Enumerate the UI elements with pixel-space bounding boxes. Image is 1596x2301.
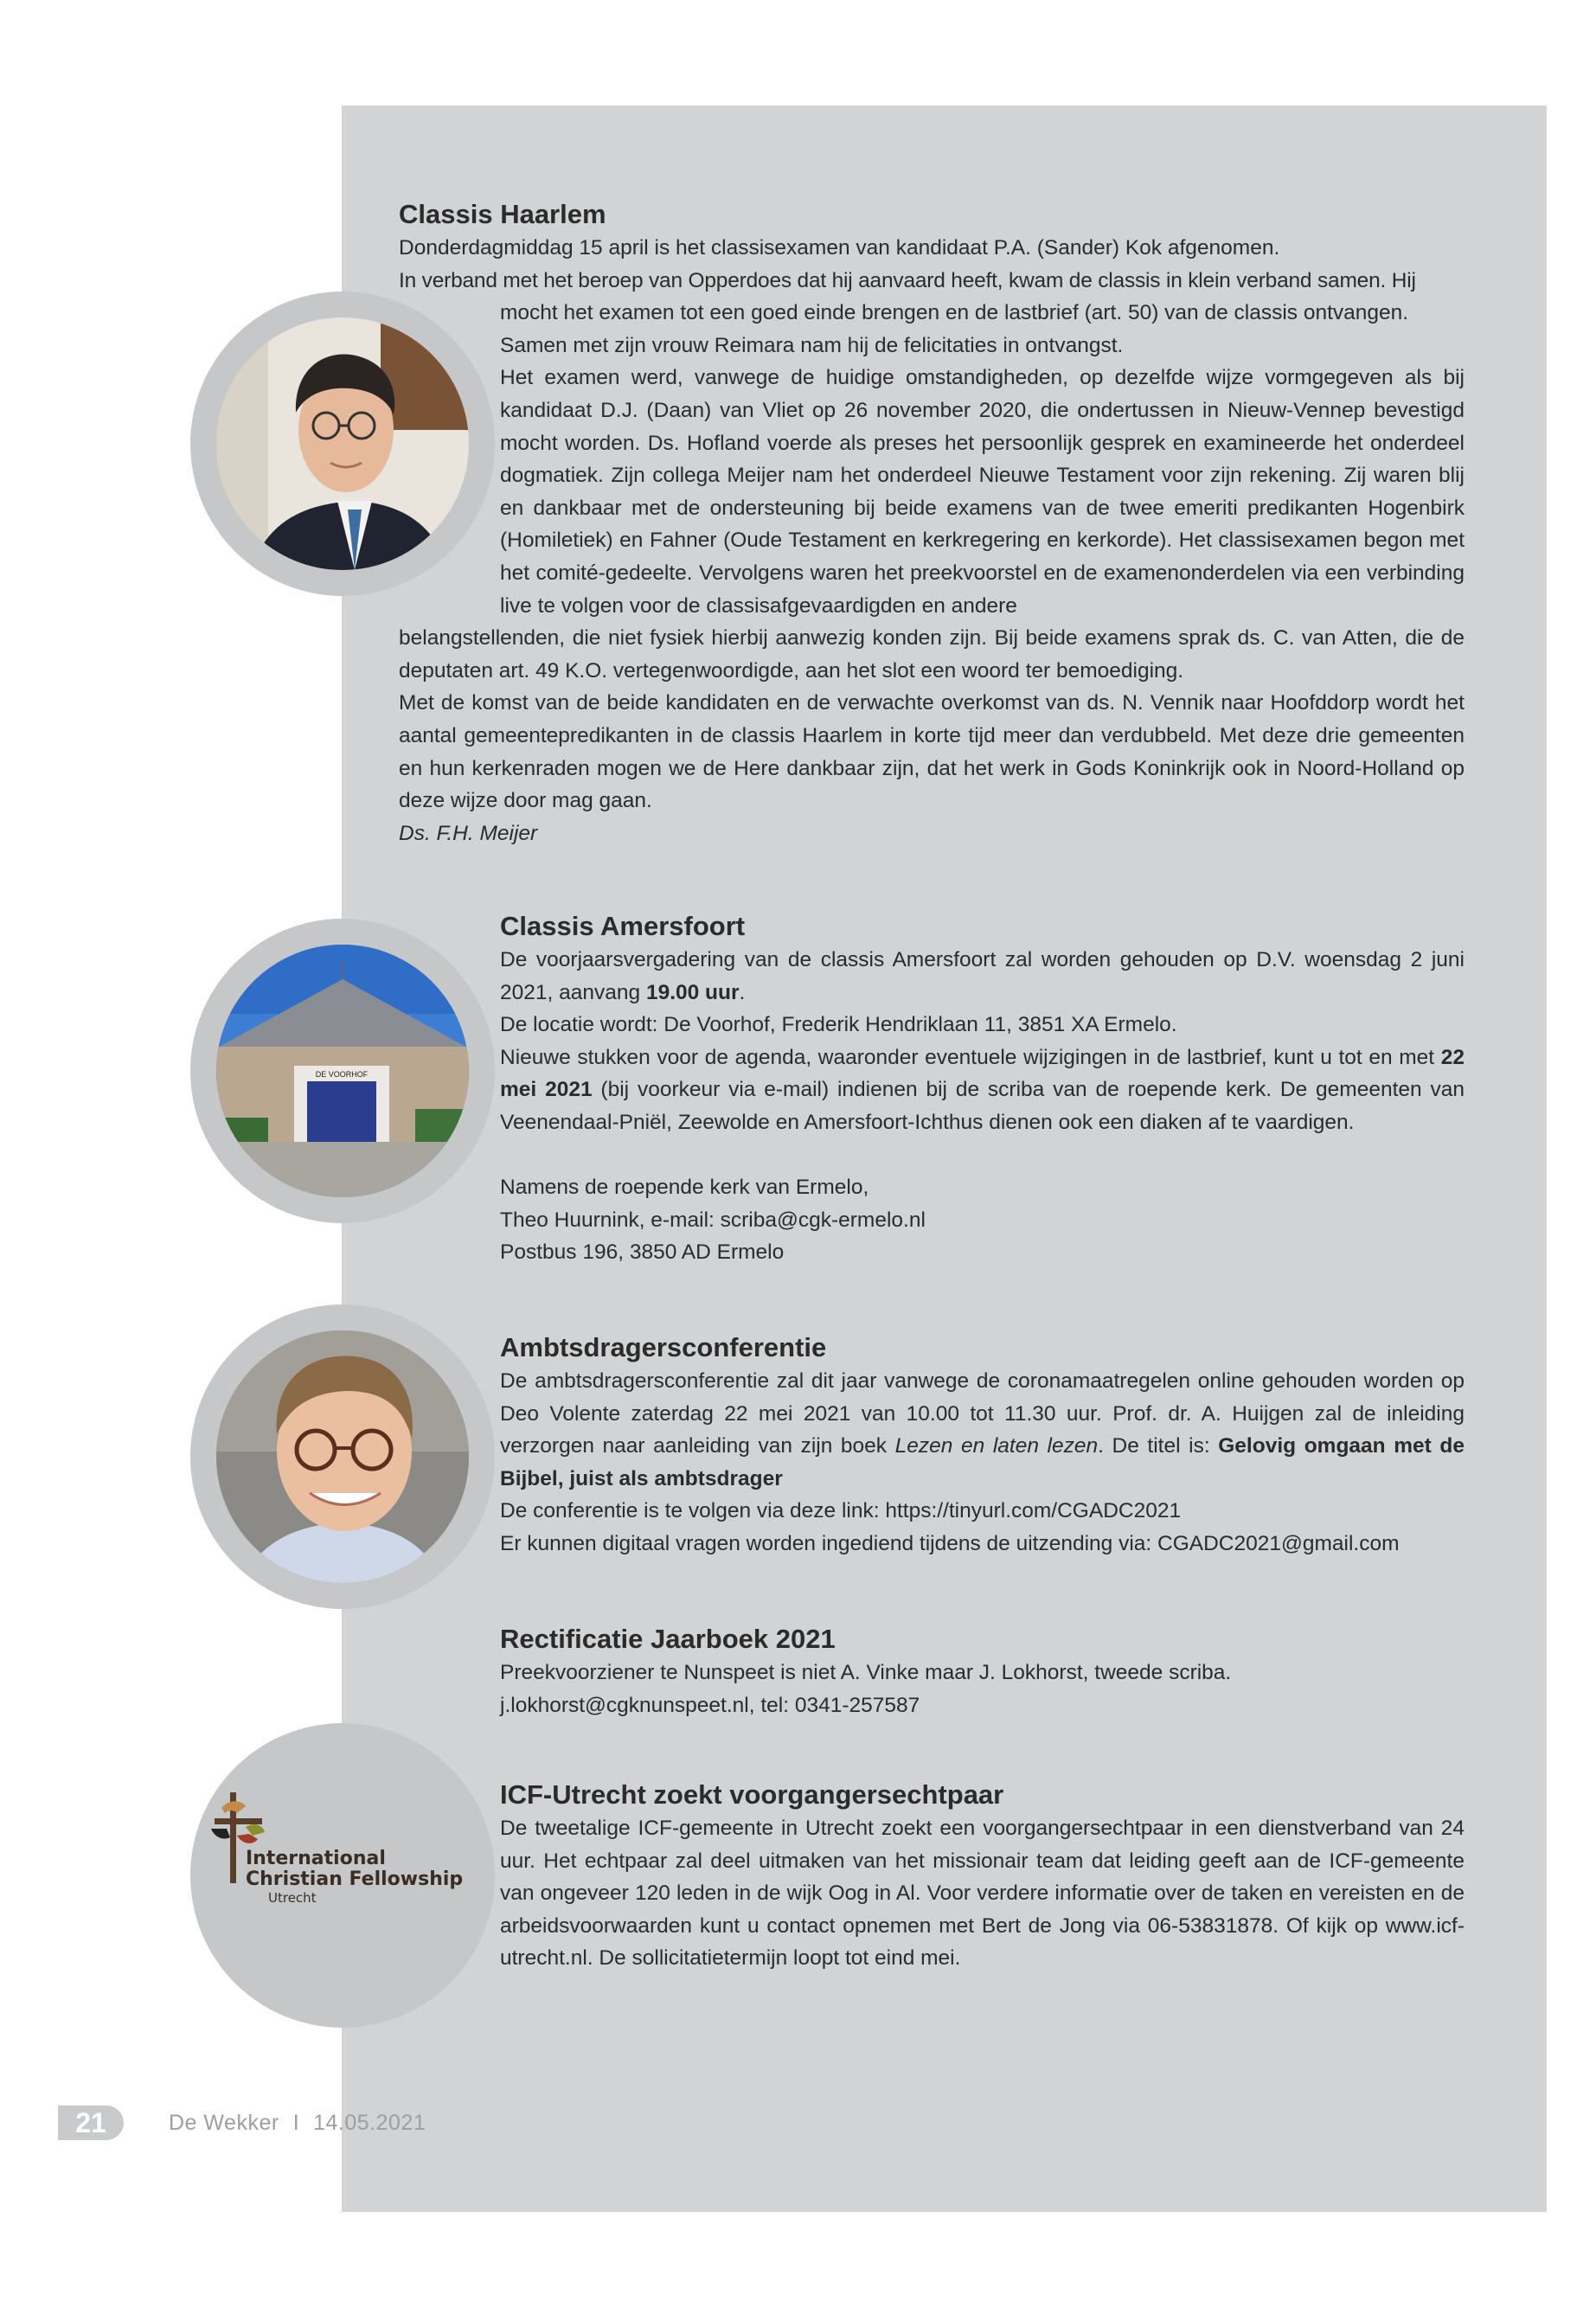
page-number: 21 bbox=[58, 2106, 124, 2140]
article-classis-amersfoort bbox=[500, 909, 1465, 1269]
amersfoort-signature-2: Theo Huurnink, e-mail: scriba@cgk-ermelo.nl bbox=[500, 1208, 926, 1232]
amersfoort-paragraph-2: De locatie wordt: De Voorhof, Frederik Hendriklaan 11, 3851 XA Ermelo. bbox=[500, 1013, 1177, 1037]
photo-ring-voorhof bbox=[190, 919, 495, 1223]
amersfoort-p3-text: Nieuwe stukken voor de agenda, waaronder eventuele wijzigingen in de lastbrief, kunt u tot en met bbox=[500, 1045, 1441, 1069]
amersfoort-p1-end: . bbox=[739, 980, 746, 1004]
ambts-paragraph-2: De conferentie is te volgen via deze link: https://tinyurl.com/CGADC2021 bbox=[500, 1499, 1182, 1523]
haarlem-author bbox=[399, 817, 1465, 850]
amersfoort-signature-3: Postbus 196, 3850 AD Ermelo bbox=[500, 1240, 785, 1265]
haarlem-paragraph-3: Het examen werd, vanwege de huidige omstandigheden, op dezelfde wijze vormgegeven als bij kandidaat D.J. (Daan) van Vliet op 26 november 2020, die ondertussen in Nieuw-Vennep bevestigd mocht worden. Ds. Hofland voerde als preses het persoonlijk gesprek en examineerde het onderdeel dogmatiek. Zijn collega Meijer nam het onderdeel Nieuwe Testament voor zijn rekening. Zij waren blij en dankbaar met de ondersteuning bij beide examens van de twee emeriti predikanten Hogenbirk (Homiletiek) en Fahner (Oude Testament en kerkregering en kerkorde). Het classisexamen begon met het comité-gedeelte. Vervolgens waren het preekvoorstel en de examenonderdelen via een verbinding live te volgen voor de classisafgevaardigden en andere bbox=[500, 366, 1465, 618]
footer-date: 14.05.2021 bbox=[313, 2110, 426, 2135]
haarlem-author-name: Ds. F.H. Meijer bbox=[399, 821, 538, 845]
icf-logo-line3: Utrecht bbox=[268, 1890, 317, 1906]
ambts-p1-book: Lezen en laten lezen bbox=[894, 1434, 1099, 1458]
haarlem-title: Classis Haarlem bbox=[399, 199, 606, 229]
rectificatie-paragraph-1: Preekvoorziener te Nunspeet is niet A. Vinke maar J. Lokhorst, tweede scriba. bbox=[500, 1661, 1232, 1684]
haarlem-paragraph-3b: belangstellenden, die niet fysiek hierbij aanwezig konden zijn. Bij beide examens sprak ds. C. van Atten, die de deputaten art. 49 K.O. vertegenwoordigde, aan het slot een woord ter bemoediging. bbox=[399, 626, 1465, 683]
icf-paragraph-1: De tweetalige ICF-gemeente in Utrecht zoekt een voorgangersechtpaar in een dienstverband van 24 uur. Het echtpaar zal deel uitmaken van het missionair team dat leiding geeft aan de ICF-gemeente van ongeveer 120 leden in de wijk Oog in Al. Voor verdere informatie over de taken en vereisten en de arbeidsvoorwaarden kunt u contact opnemen met Bert de Jong via 06-53831878. Of kijk op www.icf-utrecht.nl. De sollicitatietermijn loopt tot eind mei. bbox=[500, 1817, 1465, 1971]
ambts-paragraph-1 bbox=[500, 1365, 1465, 1495]
icf-logo-line1: International bbox=[246, 1848, 386, 1869]
rectificatie-title: Rectificatie Jaarboek 2021 bbox=[500, 1624, 836, 1654]
amersfoort-signature-1: Namens de roepende kerk van Ermelo, bbox=[500, 1176, 869, 1200]
footer-publication bbox=[162, 2111, 433, 2136]
article-ambtsdragersconferentie bbox=[500, 1330, 1465, 1561]
amersfoort-p3-date: 22 mei 2021 bbox=[500, 1045, 1465, 1102]
amersfoort-p1-time: 19.00 uur bbox=[645, 980, 740, 1004]
footer-magazine: De Wekker bbox=[169, 2110, 279, 2135]
icf-logo bbox=[197, 1784, 464, 1913]
haarlem-paragraph-2a: In verband met het beroep van Opperdoes dat hij aanvaard heeft, kwam de classis in klein verband samen. Hij bbox=[399, 268, 1416, 292]
amersfoort-p1-text: De voorjaarsvergadering van de classis Amersfoort zal worden gehouden op D.V. woensdag 2 juni 2021, aanvang bbox=[500, 948, 1465, 1004]
footer-separator: I bbox=[292, 2110, 300, 2135]
ambts-p1-title: Gelovig omgaan met de Bijbel, juist als ambtsdrager bbox=[500, 1434, 1465, 1490]
icf-title: ICF-Utrecht zoekt voorgangersechtpaar bbox=[500, 1779, 1004, 1810]
haarlem-paragraph-2b: mocht het examen tot een goed einde brengen en de lastbrief (art. 50) van de classis ontvangen. Samen met zijn vrouw Reimara nam hij de felicitaties in ontvangst. bbox=[500, 301, 1409, 357]
building-sign: DE VOORHOF bbox=[315, 1070, 369, 1079]
haarlem-paragraph-1: Donderdagmiddag 15 april is het classisexamen van kandidaat P.A. (Sander) Kok afgenomen. bbox=[399, 236, 1280, 260]
amersfoort-p3-rest: (bij voorkeur via e-mail) indienen bij de scriba van de roepende kerk. De gemeenten van Veenendaal-Pniël, Zeewolde en Amersfoort-Ichthus dienen ook een diaken af te vaardigen. bbox=[500, 1078, 1465, 1134]
page-footer bbox=[58, 2106, 433, 2140]
ambts-title: Ambtsdragersconferentie bbox=[500, 1332, 827, 1362]
amersfoort-paragraph-1 bbox=[500, 944, 1465, 1009]
ambts-p1-mid: . De titel is: bbox=[1098, 1434, 1219, 1458]
ambts-paragraph-3: Er kunnen digitaal vragen worden ingediend tijdens de uitzending via: CGADC2021@gmail.com bbox=[500, 1531, 1400, 1555]
photo-voorhof-building bbox=[216, 945, 469, 1197]
amersfoort-title: Classis Amersfoort bbox=[500, 911, 746, 941]
logo-ring-icf bbox=[190, 1723, 495, 2028]
icf-logo-line2: Christian Fellowship bbox=[246, 1868, 464, 1890]
haarlem-paragraph-4: Met de komst van de beide kandidaten en de verwachte overkomst van ds. N. Vennik naar Hoofddorp wordt het aantal gemeentepredikanten in de classis Haarlem in korte tijd meer dan verdubbeld. Met deze drie gemeenten en hun kerkenraden mogen we de Here dankbaar zijn, dat het werk in Gods Koninkrijk ook in Noord-Holland op deze wijze door mag gaan. bbox=[399, 691, 1465, 813]
portrait-huijgen bbox=[216, 1330, 469, 1583]
rectificatie-paragraph-2: j.lokhorst@cgknunspeet.nl, tel: 0341-257587 bbox=[500, 1693, 920, 1717]
article-classis-haarlem bbox=[399, 197, 1465, 849]
article-rectificatie bbox=[500, 1622, 1465, 1721]
amersfoort-paragraph-3 bbox=[500, 1042, 1465, 1139]
ambts-p1-text: De ambtsdragersconferentie zal dit jaar vanwege de coronamaatregelen online gehouden worden op Deo Volente zaterdag 22 mei 2021 van 10.00 tot 11.30 uur. Prof. dr. A. Huijgen zal de inleiding verzorgen naar aanleiding van zijn boek bbox=[500, 1369, 1465, 1458]
photo-ring-huijgen bbox=[190, 1304, 495, 1609]
article-icf-utrecht bbox=[500, 1778, 1465, 1975]
